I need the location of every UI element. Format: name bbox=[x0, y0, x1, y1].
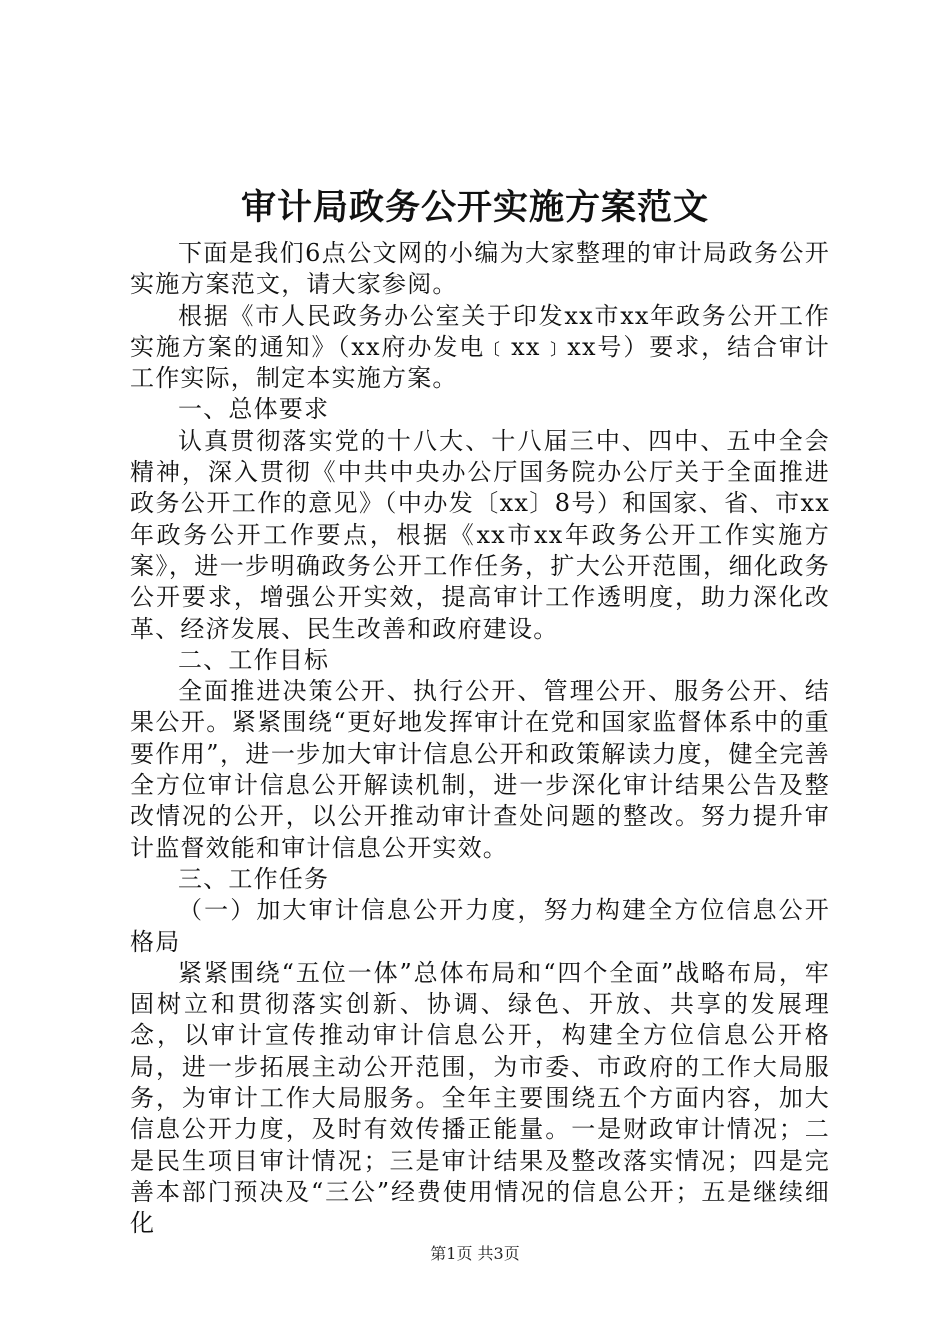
paragraph-task-one: 紧紧围绕“五位一体”总体布局和“四个全面”战略布局，牢固树立和贯彻落实创新、协调、绿色、开放、共享的发展理念，以审计宣传推动审计信息公开，构建全方位信息公开格局，进一步拓展主动公开范围，为市委、市政府的工作大局服务，为审计工作大局服务。全年主要围绕五个方面内容，加大信息公开力度，及时有效传播正能量。一是财政审计情况；二是民生项目审计情况；三是审计结果及整改落实情况；四是完善本部门预决及“三公”经费使用情况的信息公开；五是继续细化 bbox=[130, 958, 830, 1238]
paragraph-intro: 下面是我们6点公文网的小编为大家整理的审计局政务公开实施方案范文，请大家参阅。 bbox=[130, 239, 830, 299]
document-title: 审计局政务公开实施方案范文 bbox=[240, 187, 709, 228]
section-heading-general-requirements: 一、总体要求 bbox=[178, 395, 330, 424]
section-heading-work-goals: 二、工作目标 bbox=[178, 645, 330, 674]
paragraph-basis: 根据《市人民政务办公室关于印发xx市xx年政务公开工作实施方案的通知》（xx府办发电﹝xx﹞xx号）要求，结合审计工作实际，制定本实施方案。 bbox=[130, 301, 830, 393]
subsection-heading-task-one: （一）加大审计信息公开力度，努力构建全方位信息公开格局 bbox=[130, 896, 830, 956]
document-body bbox=[130, 238, 830, 1240]
section-heading-work-tasks: 三、工作任务 bbox=[178, 864, 330, 893]
paragraph-work-goals: 全面推进决策公开、执行公开、管理公开、服务公开、结果公开。紧紧围绕“更好地发挥审计在党和国家监督体系中的重要作用”，进一步加大审计信息公开和政策解读力度，健全完善全方位审计信息公开解读机制，进一步深化审计结果公告及整改情况的公开，以公开推动审计查处问题的整改。努力提升审计监督效能和审计信息公开实效。 bbox=[130, 677, 830, 862]
paragraph-general-requirements: 认真贯彻落实党的十八大、十八届三中、四中、五中全会精神，深入贯彻《中共中央办公厅国务院办公厅关于全面推进政务公开工作的意见》（中办发〔xx〕8号）和国家、省、市xx年政务公开工作要点，根据《xx市xx年政务公开工作实施方案》，进一步明确政务公开工作任务，扩大公开范围，细化政务公开要求，增强公开实效，提高审计工作透明度，助力深化改革、经济发展、民生改善和政府建设。 bbox=[130, 426, 830, 643]
page-number-footer: 第1页 共3页 bbox=[430, 1244, 520, 1263]
